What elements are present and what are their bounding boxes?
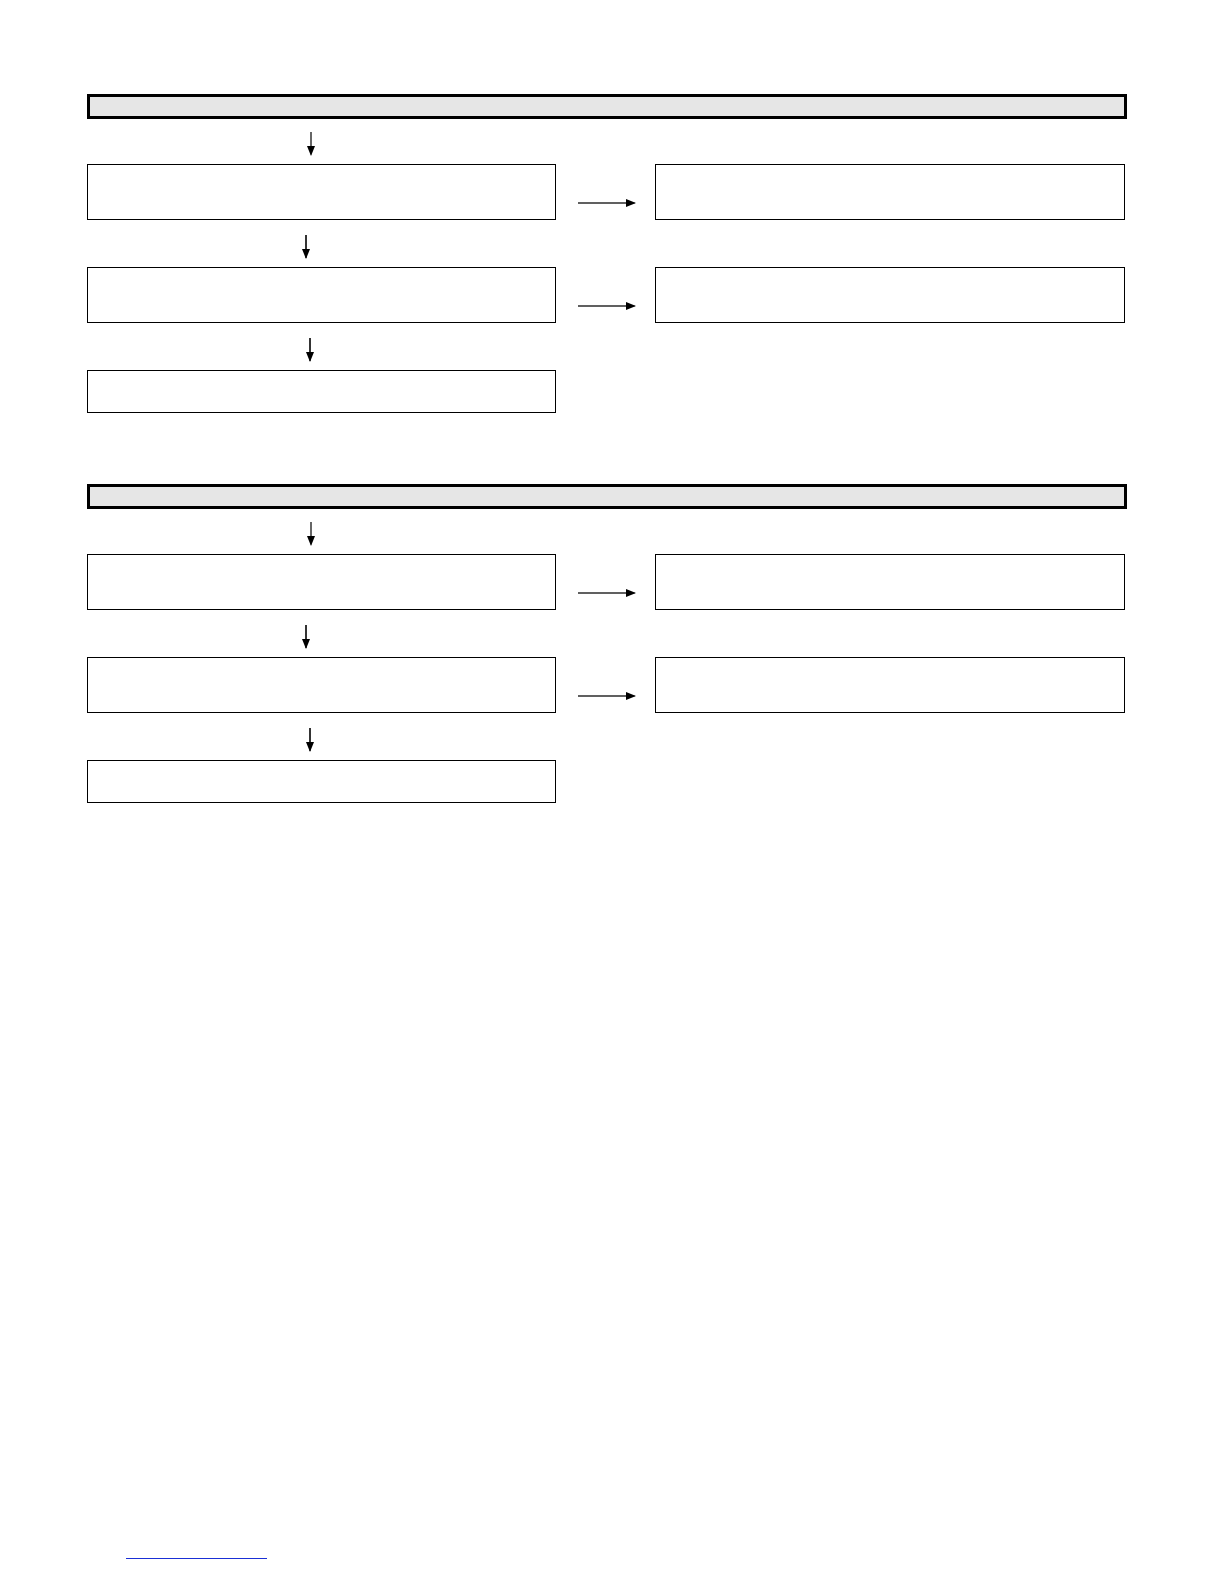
- footer-link-underline[interactable]: [126, 1558, 267, 1559]
